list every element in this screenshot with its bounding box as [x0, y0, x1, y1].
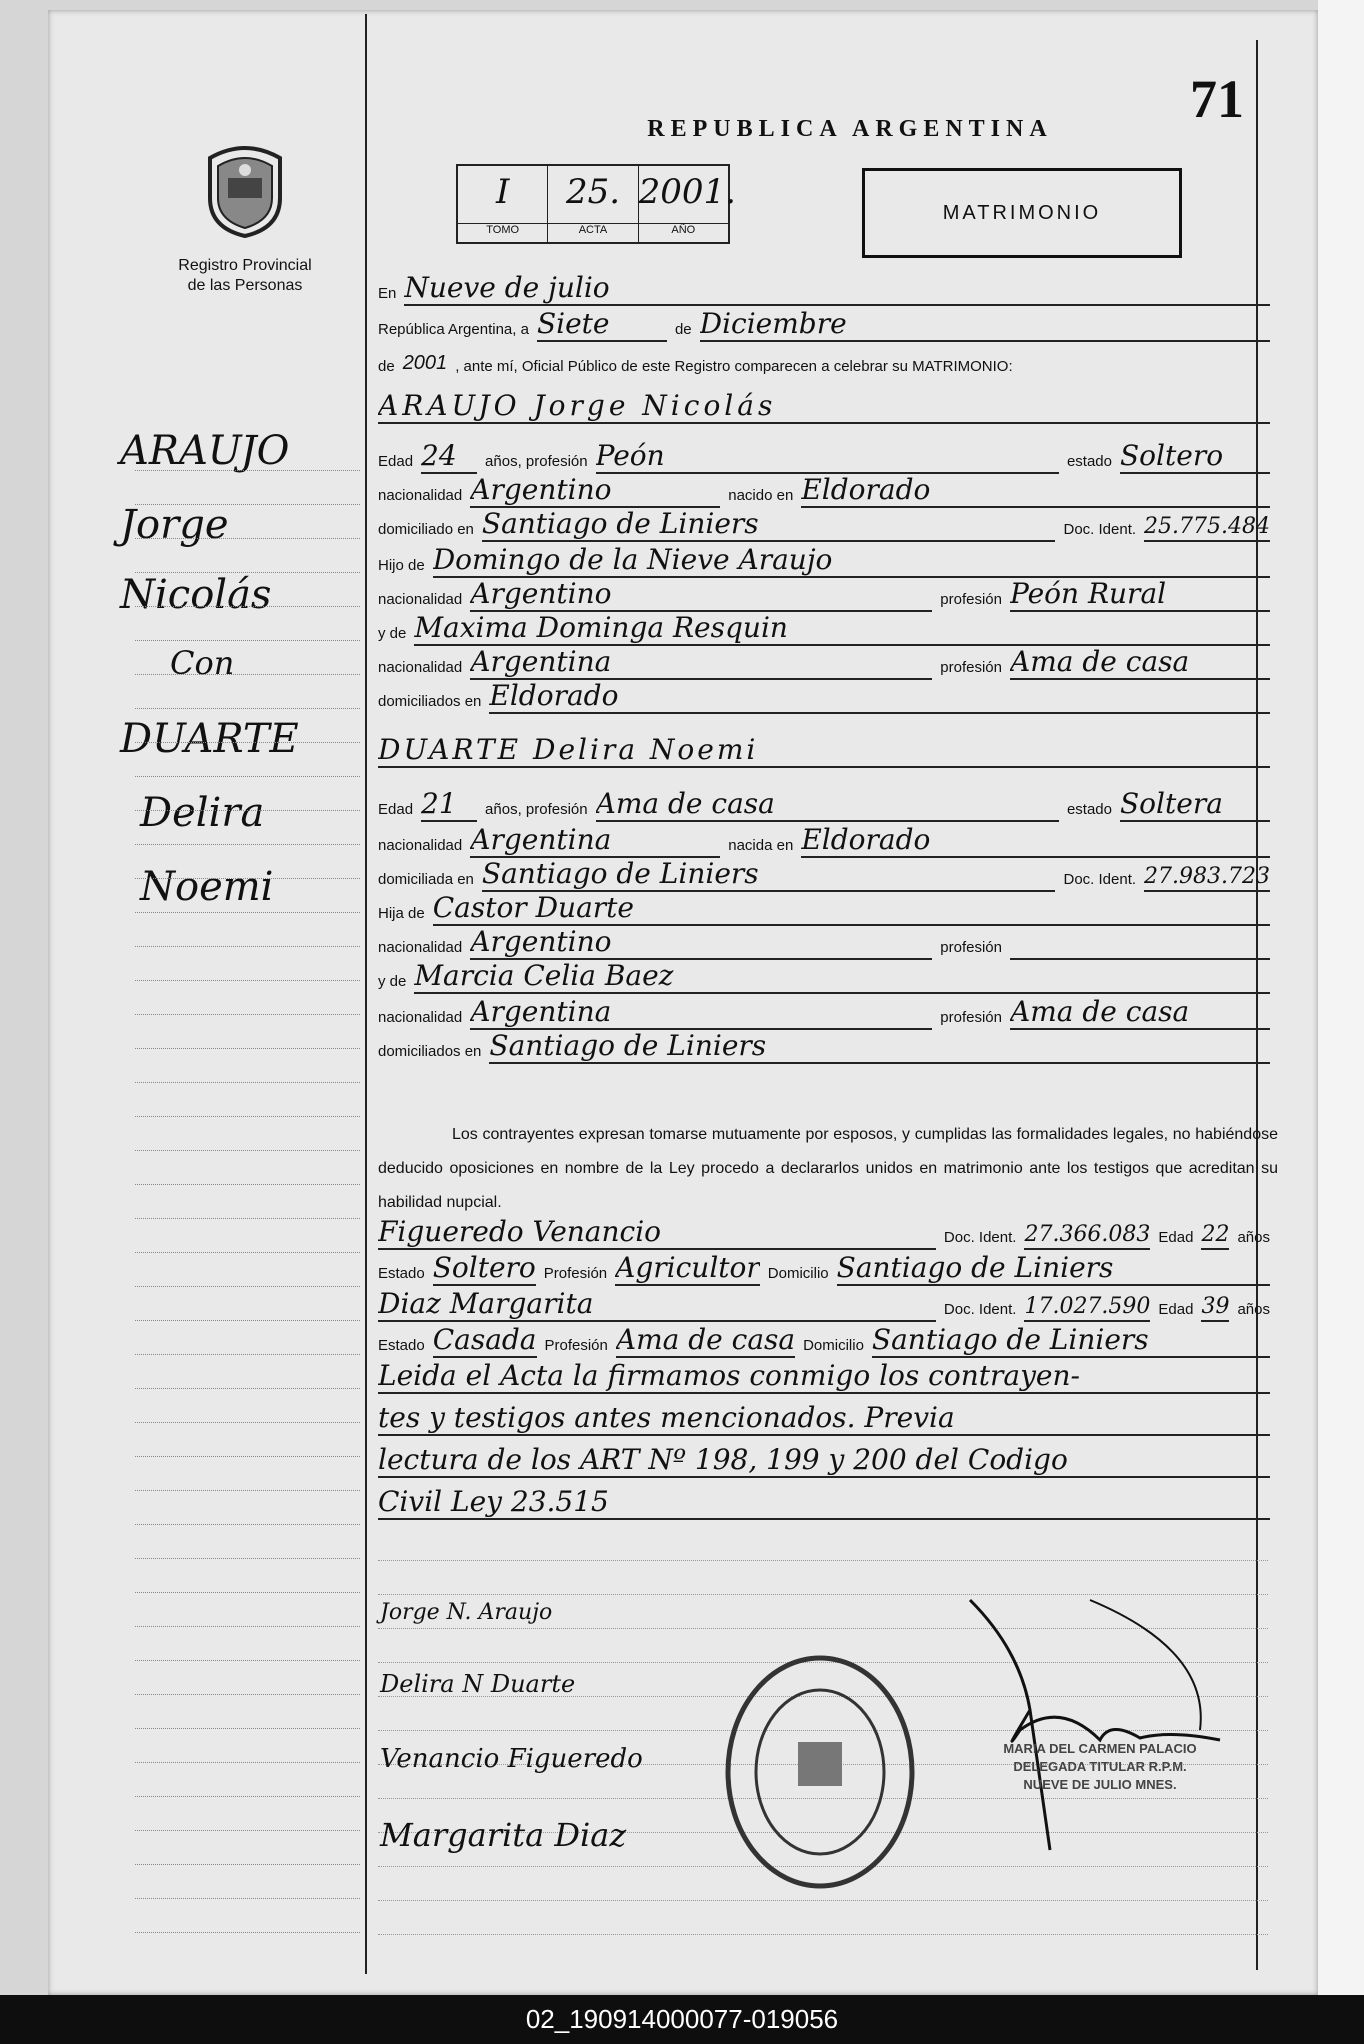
estado-label: Estado — [378, 1337, 425, 1354]
nacido-label: nacido en — [728, 487, 794, 504]
doc-label: Doc. Ident. — [943, 1229, 1017, 1246]
witness1-doc: 27.366.083 — [1024, 1224, 1150, 1250]
closing-text-2: tes y testigos antes mencionados. Previa — [378, 1404, 1270, 1436]
bride-profession: Ama de casa — [596, 790, 1059, 822]
month-value: Diciembre — [700, 310, 1270, 342]
registry-stamp-icon — [720, 1652, 920, 1892]
tomo-value: I — [495, 172, 510, 212]
day-value: Siete — [537, 310, 667, 342]
anos-label: años — [1237, 1301, 1270, 1318]
groom-nationality: Argentino — [470, 476, 720, 508]
bride-domicile: Santiago de Liniers — [482, 860, 1056, 892]
acta-cell — [548, 166, 638, 242]
official-name: MARIA DEL CARMEN PALACIO — [1003, 1741, 1197, 1756]
registry-label — [150, 256, 340, 296]
prof-label: profesión — [940, 939, 1002, 956]
intro-tail: , ante mí, Oficial Público de este Registro comparecen a celebrar su MATRIMONIO: — [455, 358, 1013, 375]
en-label: En — [378, 285, 397, 302]
ruled-line — [135, 1796, 360, 1797]
ruled-line — [135, 1354, 360, 1355]
de2-label: de — [378, 358, 395, 375]
witness1-row1 — [378, 1218, 1270, 1250]
doc-label: Doc. Ident. — [1063, 871, 1137, 888]
official-signature-icon — [940, 1590, 1260, 1870]
scan-footer-id: 02_190914000077-019056 — [0, 1995, 1364, 2044]
witness1-row2 — [378, 1254, 1270, 1286]
groom-doc: 25.775.484 — [1144, 516, 1270, 542]
ruled-line — [135, 538, 360, 539]
ruled-line — [135, 572, 360, 573]
margin-name-7: Noemi — [140, 864, 274, 910]
bride-parents-dom-row — [378, 1032, 1270, 1064]
tomo-label: TOMO — [458, 223, 547, 242]
official-office: NUEVE DE JULIO MNES. — [1023, 1777, 1177, 1792]
ruled-line — [135, 606, 360, 607]
closing-line-4 — [378, 1488, 1270, 1520]
witness2-profession: Ama de casa — [615, 1326, 796, 1356]
yde-label: y de — [378, 625, 407, 642]
groom-domicile: Santiago de Liniers — [482, 510, 1056, 542]
ruled-line — [135, 1762, 360, 1763]
groom-status: Soltero — [1120, 442, 1270, 474]
place-row — [378, 274, 1270, 306]
republica-label: República Argentina, a — [378, 321, 529, 338]
groom-mother-prof: Ama de casa — [1010, 648, 1270, 680]
bride-mother: Marcia Celia Baez — [414, 962, 1270, 994]
page-edge — [1318, 0, 1364, 1995]
date-row — [378, 310, 1270, 342]
margin-divider — [365, 14, 367, 1974]
ruled-line — [135, 980, 360, 981]
ruled-line — [135, 1660, 360, 1661]
groom-father-row — [378, 546, 1270, 578]
groom-father-nat: Argentino — [470, 580, 932, 612]
domicilio-label: Domicilio — [803, 1337, 864, 1354]
edad-label: Edad — [378, 801, 414, 818]
ruled-line — [135, 1150, 360, 1151]
bride-age-row — [378, 790, 1270, 822]
closing-text-3: lectura de los ART Nº 198, 199 y 200 del Codigo — [378, 1446, 1270, 1478]
bride-nationality: Argentina — [470, 826, 720, 858]
nacida-label: nacida en — [728, 837, 794, 854]
registry-line-1: Registro Provincial — [178, 257, 312, 274]
bride-birthplace: Eldorado — [801, 826, 1270, 858]
witness1-domicile: Santiago de Liniers — [837, 1254, 1270, 1286]
ruled-line — [135, 1694, 360, 1695]
closing-text-1: Leida el Acta la firmamos conmigo los contrayen- — [378, 1362, 1270, 1394]
yde-label: y de — [378, 973, 407, 990]
edad-label: Edad — [1158, 1229, 1194, 1246]
ruled-line — [135, 1728, 360, 1729]
bride-doc: 27.983.723 — [1144, 866, 1270, 892]
ruled-line — [135, 1048, 360, 1049]
bride-name: DUARTE Delira Noemi — [378, 736, 1270, 768]
nac-label: nacionalidad — [378, 659, 463, 676]
groom-profession: Peón — [596, 442, 1059, 474]
bride-mother-prof: Ama de casa — [1010, 998, 1270, 1030]
ruled-line — [135, 1252, 360, 1253]
prof-label: profesión — [940, 1009, 1002, 1026]
bride-mother-nat: Argentina — [470, 998, 932, 1030]
estado-label: estado — [1066, 801, 1112, 818]
bride-nat-row — [378, 826, 1270, 858]
ruled-line — [135, 1932, 360, 1933]
ruled-line — [135, 878, 360, 879]
margin-name-6: Delira — [140, 790, 265, 836]
ruled-line — [135, 1864, 360, 1865]
place-value: Nueve de julio — [404, 274, 1270, 306]
groom-mother: Maxima Dominga Resquin — [414, 614, 1270, 646]
ruled-line — [135, 1490, 360, 1491]
groom-dom-row — [378, 510, 1270, 542]
witness2-estado: Casada — [432, 1326, 537, 1356]
margin-name-1: ARAUJO — [120, 428, 290, 474]
groom-mother-nat-row — [378, 648, 1270, 680]
groom-mother-nat: Argentina — [470, 648, 932, 680]
witness2-age: 39 — [1201, 1296, 1229, 1322]
ruled-line — [135, 1524, 360, 1525]
doms-label: domiciliados en — [378, 693, 482, 710]
anos-prof-label: años, profesión — [485, 801, 588, 818]
bride-father-prof — [1010, 956, 1270, 960]
year-value: 2001 — [402, 352, 448, 374]
anos-label: años — [1237, 1229, 1270, 1246]
witness2-name: Diaz Margarita — [378, 1290, 936, 1322]
dom-label: domiciliada en — [378, 871, 474, 888]
profesion-label: Profesión — [543, 1265, 608, 1282]
margin-name-2: Jorge — [120, 502, 229, 548]
groom-father: Domingo de la Nieve Araujo — [433, 546, 1270, 578]
ruled-line — [378, 1934, 1268, 1935]
bride-parents-domicile: Santiago de Liniers — [489, 1032, 1270, 1064]
nac-label: nacionalidad — [378, 837, 463, 854]
groom-parents-domicile: Eldorado — [489, 682, 1270, 714]
witness2-doc: 17.027.590 — [1024, 1296, 1150, 1322]
prof-label: profesión — [940, 659, 1002, 676]
groom-father-nat-row — [378, 580, 1270, 612]
witness2-row1 — [378, 1290, 1270, 1322]
doms-label: domiciliados en — [378, 1043, 482, 1060]
profesion-label: Profesión — [544, 1337, 608, 1354]
groom-age: 24 — [421, 442, 477, 474]
record-number-box — [456, 164, 736, 244]
nac-label: nacionalidad — [378, 487, 463, 504]
groom-parents-dom-row — [378, 682, 1270, 714]
ruled-line — [135, 1184, 360, 1185]
bride-mother-row — [378, 962, 1270, 994]
witness1-age: 22 — [1201, 1224, 1229, 1250]
bride-age: 21 — [421, 790, 477, 822]
hija-label: Hija de — [378, 905, 425, 922]
closing-line-2 — [378, 1404, 1270, 1436]
closing-line-1 — [378, 1362, 1270, 1394]
statement-paragraph: Los contrayentes expresan tomarse mutuamente por esposos, y cumplidas las formalidades legales, no habiéndose deducido oposiciones en nombre de la Ley procedo a declararlos unidos en matrimonio ante los testigos que acreditan su habilidad nupcial. — [378, 1126, 1278, 1211]
official-title: DELEGADA TITULAR R.P.M. — [1013, 1759, 1187, 1774]
groom-mother-row — [378, 614, 1270, 646]
ruled-line — [135, 504, 360, 505]
bride-father-nat-row — [378, 928, 1270, 960]
nac-label: nacionalidad — [378, 1009, 463, 1026]
dom-label: domiciliado en — [378, 521, 474, 538]
domicilio-label: Domicilio — [767, 1265, 829, 1282]
bride-father-nat: Argentino — [470, 928, 932, 960]
record-type-box: MATRIMONIO — [862, 168, 1182, 258]
ruled-line — [135, 1898, 360, 1899]
ano-cell — [638, 166, 736, 242]
ruled-line — [135, 776, 360, 777]
ruled-line — [135, 1626, 360, 1627]
ruled-line — [135, 1456, 360, 1457]
groom-name-row — [378, 392, 1270, 424]
ruled-line — [135, 1830, 360, 1831]
ruled-line — [135, 470, 360, 471]
ruled-line — [135, 1116, 360, 1117]
anos-prof-label: años, profesión — [485, 453, 588, 470]
signature-groom: Jorge N. Araujo — [380, 1600, 553, 1625]
signature-witness1: Venancio Figueredo — [380, 1744, 643, 1774]
ano-value: 2001. — [638, 172, 736, 212]
edad-label: Edad — [378, 453, 414, 470]
signature-bride: Delira N Duarte — [380, 1670, 576, 1698]
ruled-line — [135, 844, 360, 845]
ruled-line — [378, 1900, 1268, 1901]
bride-father-row — [378, 894, 1270, 926]
groom-birthplace: Eldorado — [801, 476, 1270, 508]
bride-status: Soltera — [1120, 790, 1270, 822]
country-title: REPUBLICA ARGENTINA — [647, 116, 1053, 142]
groom-father-prof: Peón Rural — [1010, 580, 1270, 612]
closing-text-4: Civil Ley 23.515 — [378, 1488, 1270, 1520]
witness2-row2 — [378, 1326, 1270, 1358]
hijo-label: Hijo de — [378, 557, 425, 574]
ruled-line — [135, 640, 360, 641]
bride-name-row — [378, 736, 1270, 768]
page-number: 71 — [1190, 69, 1244, 129]
official-name-block — [950, 1740, 1250, 1794]
witness1-name: Figueredo Venancio — [378, 1218, 936, 1250]
ruled-line — [135, 1558, 360, 1559]
ruled-line — [135, 708, 360, 709]
prof-label: profesión — [940, 591, 1002, 608]
bride-dom-row — [378, 860, 1270, 892]
nac-label: nacionalidad — [378, 591, 463, 608]
bride-father: Castor Duarte — [433, 894, 1270, 926]
ruled-line — [135, 1320, 360, 1321]
margin-name-5: DUARTE — [120, 716, 299, 762]
groom-name: ARAUJO Jorge Nicolás — [378, 392, 1270, 424]
de-label: de — [674, 321, 692, 338]
acta-value: 25. — [565, 172, 621, 212]
margin-name-3: Nicolás — [120, 572, 272, 618]
registry-line-2: de las Personas — [187, 277, 303, 294]
ruled-line — [135, 742, 360, 743]
acta-label: ACTA — [548, 223, 637, 242]
tomo-cell — [458, 166, 548, 242]
ruled-line — [135, 1422, 360, 1423]
ruled-line — [135, 1592, 360, 1593]
ruled-line — [135, 912, 360, 913]
ruled-line — [135, 810, 360, 811]
ruled-line — [135, 1218, 360, 1219]
ruled-line — [135, 1286, 360, 1287]
groom-nat-row — [378, 476, 1270, 508]
ano-label: AÑO — [639, 223, 728, 242]
ruled-line — [378, 1560, 1268, 1561]
estado-label: estado — [1066, 453, 1112, 470]
signature-witness2: Margarita Diaz — [380, 1816, 627, 1854]
year-row — [378, 352, 1270, 379]
witness1-estado: Soltero — [432, 1254, 536, 1284]
nac-label: nacionalidad — [378, 939, 463, 956]
doc-label: Doc. Ident. — [943, 1301, 1017, 1318]
edad-label: Edad — [1158, 1301, 1194, 1318]
estado-label: Estado — [378, 1265, 425, 1282]
margin-name-4: Con — [170, 644, 235, 682]
ruled-line — [135, 946, 360, 947]
bride-mother-nat-row — [378, 998, 1270, 1030]
witness2-domicile: Santiago de Liniers — [872, 1326, 1270, 1358]
groom-age-row — [378, 442, 1270, 474]
closing-line-3 — [378, 1446, 1270, 1478]
provincial-seal-icon — [200, 138, 290, 238]
witness1-profession: Agricultor — [615, 1254, 760, 1284]
ruled-line — [135, 674, 360, 675]
doc-label: Doc. Ident. — [1063, 521, 1137, 538]
ruled-line — [135, 1014, 360, 1015]
ruled-line — [135, 1388, 360, 1389]
ruled-line — [135, 1082, 360, 1083]
